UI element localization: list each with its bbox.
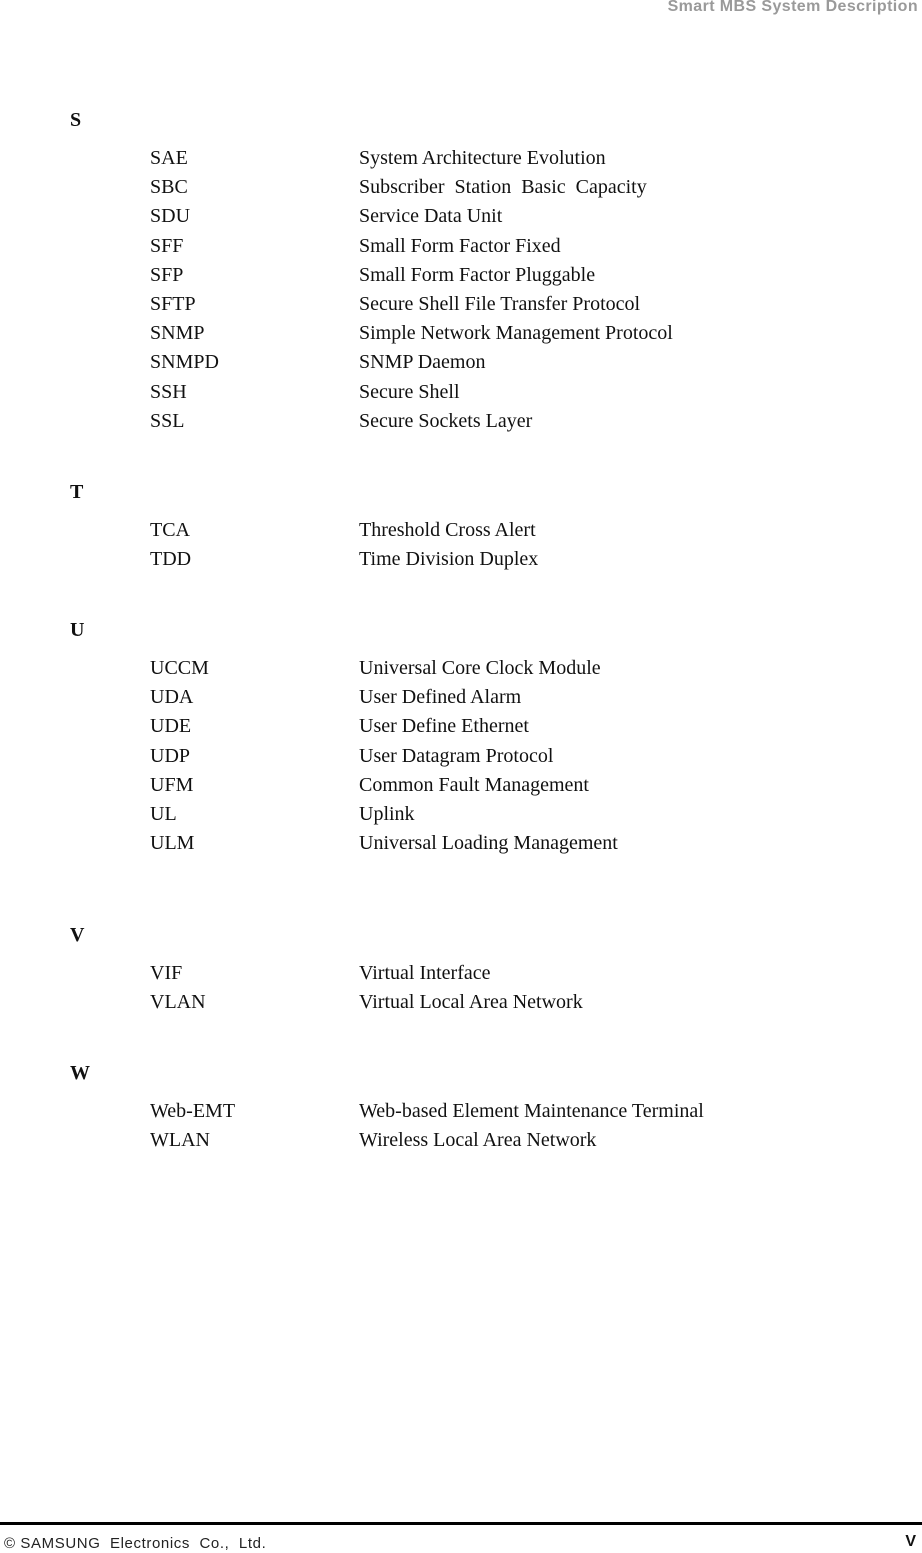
entry-definition: Universal Core Clock Module: [359, 657, 601, 679]
entry-definition: Universal Loading Management: [359, 832, 618, 855]
entry-abbreviation: SSH: [150, 380, 187, 403]
footer-copyright: © SAMSUNG Electronics Co., Ltd.: [4, 1535, 267, 1552]
entry-definition: SNMP Daemon: [359, 351, 486, 374]
glossary-entry: [0, 263, 922, 292]
entry-definition: Secure Sockets Layer: [359, 409, 533, 432]
glossary-entry: [0, 961, 922, 990]
section-letter: V: [70, 924, 85, 946]
glossary-entry: [0, 409, 922, 438]
entry-abbreviation: UL: [150, 802, 177, 825]
entry-abbreviation: TDD: [150, 548, 192, 571]
entry-definition: Service Data Unit: [359, 205, 503, 228]
section-letter: S: [70, 109, 82, 131]
footer-divider: [0, 1522, 922, 1525]
glossary-entry: [0, 685, 922, 714]
glossary-entry: [0, 547, 922, 576]
entry-definition: Secure Shell File Transfer Protocol: [359, 292, 641, 315]
glossary-entry: [0, 380, 922, 409]
entry-abbreviation: Web-EMT: [150, 1100, 236, 1122]
glossary-entry: [0, 204, 922, 233]
entry-definition: System Architecture Evolution: [359, 147, 606, 169]
entry-definition: User Defined Alarm: [359, 686, 522, 709]
footer-page-number: V: [905, 1533, 916, 1550]
entry-definition: Secure Shell: [359, 380, 460, 403]
glossary-entry: [0, 744, 922, 773]
entry-definition: Subscriber Station Basic Capacity: [359, 176, 647, 199]
entry-abbreviation: SNMP: [150, 322, 205, 345]
section-entries: [0, 518, 922, 576]
section-entries: [0, 961, 922, 1019]
glossary-entry: [0, 175, 922, 204]
entry-abbreviation: SNMPD: [150, 351, 219, 374]
glossary-entry: [0, 321, 922, 350]
entry-definition: Small Form Factor Pluggable: [359, 263, 596, 286]
glossary-entry: [0, 802, 922, 831]
glossary-entry: [0, 350, 922, 379]
glossary-entry: [0, 831, 922, 860]
entry-abbreviation: TCA: [150, 519, 190, 541]
entry-definition: Virtual Local Area Network: [359, 991, 583, 1014]
entry-abbreviation: SBC: [150, 176, 188, 199]
entry-abbreviation: SSL: [150, 409, 185, 432]
glossary-entry: [0, 656, 922, 685]
entry-definition: Simple Network Management Protocol: [359, 322, 673, 345]
section-entries: [0, 1099, 922, 1157]
entry-definition: Time Division Duplex: [359, 548, 539, 571]
entry-definition: Uplink: [359, 802, 415, 825]
glossary-entry: [0, 714, 922, 743]
section-letter: W: [70, 1062, 90, 1084]
entry-definition: Web-based Element Maintenance Terminal: [359, 1100, 704, 1122]
entry-abbreviation: WLAN: [150, 1129, 210, 1152]
entry-abbreviation: UDP: [150, 744, 191, 767]
entry-abbreviation: SFTP: [150, 292, 196, 315]
entry-definition: User Define Ethernet: [359, 715, 529, 738]
glossary-entry: [0, 1128, 922, 1157]
entry-abbreviation: SFF: [150, 234, 184, 257]
entry-abbreviation: SAE: [150, 147, 188, 169]
glossary-entry: [0, 234, 922, 263]
entry-abbreviation: UFM: [150, 773, 194, 796]
glossary-entry: [0, 773, 922, 802]
entry-definition: Small Form Factor Fixed: [359, 234, 561, 257]
glossary-entry: [0, 292, 922, 321]
entry-definition: Wireless Local Area Network: [359, 1129, 597, 1152]
glossary-entry: [0, 1099, 922, 1128]
entry-definition: Threshold Cross Alert: [359, 519, 536, 541]
section-entries: [0, 146, 922, 438]
section-entries: [0, 656, 922, 860]
glossary-entry: [0, 990, 922, 1019]
entry-abbreviation: VIF: [150, 962, 183, 984]
entry-abbreviation: UDE: [150, 715, 192, 738]
entry-abbreviation: UDA: [150, 686, 194, 709]
entry-definition: Virtual Interface: [359, 962, 491, 984]
section-letter: U: [70, 619, 85, 641]
glossary-entry: [0, 146, 922, 175]
section-letter: T: [70, 481, 84, 503]
running-header-title: Smart MBS System Description: [667, 0, 918, 15]
entry-abbreviation: SFP: [150, 263, 184, 286]
entry-abbreviation: SDU: [150, 205, 191, 228]
entry-abbreviation: UCCM: [150, 657, 209, 679]
entry-definition: User Datagram Protocol: [359, 744, 554, 767]
entry-definition: Common Fault Management: [359, 773, 589, 796]
glossary-entry: [0, 518, 922, 547]
entry-abbreviation: VLAN: [150, 991, 206, 1014]
entry-abbreviation: ULM: [150, 832, 195, 855]
